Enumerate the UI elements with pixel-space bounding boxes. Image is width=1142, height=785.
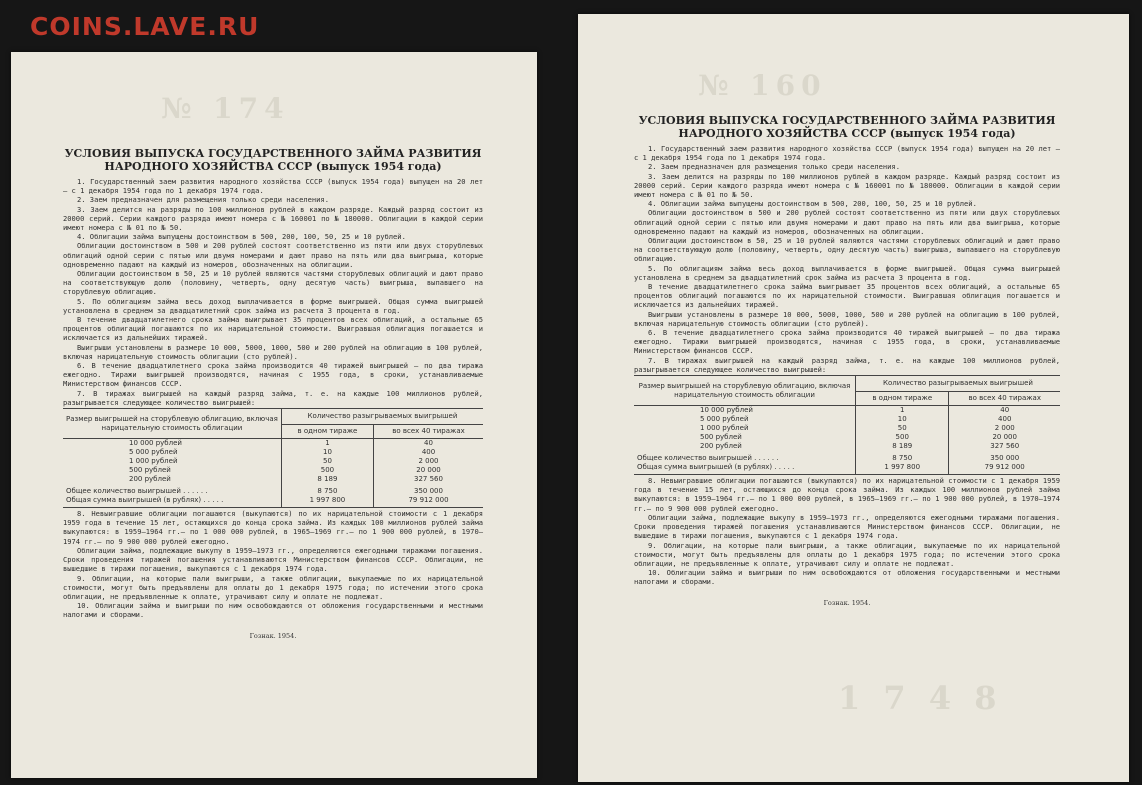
paragraph: 2. Заем предназначен для размещения только среди населения. xyxy=(77,195,329,205)
paragraph: Выигрыши установлены в размере 10 000, 5000, 1000, 500 и 200 рублей на облигацию в 100 рублей, включая нарицательную стоимость облигации (сто рублей). xyxy=(634,309,1060,328)
conditions-block xyxy=(634,114,1060,607)
paragraph: 4. Облигации займа выпущены достоинством в 500, 200, 100, 50, 25 и 10 рублей. xyxy=(77,232,406,242)
prize-table xyxy=(634,375,1060,475)
prize-count-header: Количество разыгрываемых выигрышей xyxy=(856,376,1060,392)
total-sum-row: Общая сумма выигрышей (в рублях) . . . . . 1 997 800 79 912 000 xyxy=(63,496,483,508)
paragraph: Облигации достоинством в 500 и 200 рублей состоят соответственно из пяти или двух сторублевых облигаций одной серии с пятью или двумя номерами и дают право на пять или два выигрыша, которые одновременно падают на каждый из номеров, обозначенных на облигации. xyxy=(634,208,1060,236)
table-row: 1 000 рублей 50 2 000 xyxy=(63,457,483,466)
table-row: 5 000 рублей 10 400 xyxy=(63,448,483,457)
all-draws-header: во всех 40 тиражах xyxy=(374,425,484,439)
paragraph: Облигации достоинством в 50, 25 и 10 рублей являются частями сторублевых облигаций и дают право на соответствующую долю (половину, четверть, одну десятую часть) выигрыша, выпавшего на сторублевую облигацию. xyxy=(63,269,483,297)
paragraph: 6. В течение двадцатилетнего срока займа производится 40 тиражей выигрышей — по два тиража ежегодно. Тиражи выигрышей производятся, начиная с 1955 года, в сроки, устанавливаемые Министерством финансов СССР. xyxy=(634,328,1060,356)
paragraph: В течение двадцатилетнего срока займа выигрывает 35 процентов всех облигаций, а остальные 65 процентов облигаций погашаются по их нарицательной стоимости. Выигравшая облигация погашается и исключается из дальнейших тиражей. xyxy=(634,282,1060,310)
paragraph: 1. Государственный заем развития народного хозяйства СССР (выпуск 1954 года) выпущен на 20 лет — с 1 декабря 1954 года по 1 декабря 1974 года. xyxy=(63,177,483,196)
one-draw-header: в одном тираже xyxy=(281,425,373,439)
bond-reverse-right xyxy=(578,14,1129,782)
paragraph: Облигации займа, подлежащие выкупу в 1959—1973 гг., определяются ежегодными тиражами погашения. Сроки проведения тиражей погашения устанавливаются Министерством финансов СССР. Облигации, не вышедшие в тиражи погашения, выкупаются с 1 декабря 1974 года. xyxy=(63,545,483,574)
paragraph: 5. По облигациям займа весь доход выплачивается в форме выигрышей. Общая сумма выигрышей установлена в среднем за двадцатилетний срок займа из расчета 3 процента в год. xyxy=(634,263,1060,282)
conditions-block xyxy=(63,147,483,640)
paragraph: 7. В тиражах выигрышей на каждый разряд займа, т. е. на каждые 100 миллионов рублей, разыгрывается следующее количество выигрышей: xyxy=(63,388,483,407)
table-row: 500 рублей 500 20 000 xyxy=(634,433,1060,442)
paragraph: 7. В тиражах выигрышей на каждый разряд займа, т. е. на каждые 100 миллионов рублей, разыгрывается следующее количество выигрышей: xyxy=(634,355,1060,374)
bond-reverse-left xyxy=(11,52,537,778)
show-through-number: 1 7 4 8 xyxy=(838,679,1003,717)
site-watermark: COINS.LAVE.RU xyxy=(30,12,260,41)
paragraph: Облигации достоинством в 50, 25 и 10 рублей являются частями сторублевых облигаций и дают право на соответствующую долю (половину, четверть, одну десятую часть) выигрыша, выпавшего на сторублевую облигацию. xyxy=(634,236,1060,264)
document-title: УСЛОВИЯ ВЫПУСКА ГОСУДАРСТВЕННОГО ЗАЙМА РАЗВИТИЯ НАРОДНОГО ХОЗЯЙСТВА СССР (выпуск 1954 года) xyxy=(64,147,482,173)
one-draw-header: в одном тираже xyxy=(856,392,949,406)
paragraph: 8. Невыигравшие облигации погашаются (выкупаются) по их нарицательной стоимости с 1 декабря 1959 года в течение 15 лет, остающихся до конца срока займа. Из каждых 100 миллионов рублей займа выкупаются: в 1959—1964 гг.— по 1 000 000 рублей, в 1965—1969 гг.— по 1 900 000 рублей, в 1970—1974 гг.— по 9 900 000 рублей ежегодно. xyxy=(63,509,483,546)
paragraph: 10. Облигации займа и выигрыши по ним освобождаются от обложения государственными и местными налогами и сборами. xyxy=(634,568,1060,587)
paragraph: 8. Невыигравшие облигации погашаются (выкупаются) по их нарицательной стоимости с 1 декабря 1959 года в течение 15 лет, остающихся до конца срока займа. Из каждых 100 миллионов рублей займа выкупаются: в 1959—1964 гг.— по 1 000 000 рублей, в 1965—1969 гг.— по 1 900 000 рублей, в 1970—1974 гг.— по 9 900 000 рублей ежегодно. xyxy=(634,476,1060,513)
paragraph: 3. Заем делится на разряды по 100 миллионов рублей в каждом разряде. Каждый разряд состоит из 20000 серий. Серии каждого разряда имеют номера с № 160001 по № 180000. Облигации в каждой серии имеют номера с № 01 по № 50. xyxy=(634,171,1060,200)
prize-table xyxy=(63,408,483,508)
prize-size-header: Размер выигрышей на сторублевую облигацию, включая нарицательную стоимость облигации xyxy=(634,376,856,406)
table-row: 500 рублей 500 20 000 xyxy=(63,466,483,475)
table-row: 200 рублей 8 189 327 560 xyxy=(634,442,1060,451)
paragraph: 1. Государственный заем развития народного хозяйства СССР (выпуск 1954 года) выпущен на 20 лет — с 1 декабря 1954 года по 1 декабря 1974 года. xyxy=(634,144,1060,163)
table-row: 5 000 рублей 10 400 xyxy=(634,415,1060,424)
table-row: 1 000 рублей 50 2 000 xyxy=(634,424,1060,433)
total-count-row: Общее количество выигрышей . . . . . . 8 750 350 000 xyxy=(634,451,1060,463)
table-row: 10 000 рублей 1 40 xyxy=(634,406,1060,416)
paragraph: 6. В течение двадцатилетнего срока займа производится 40 тиражей выигрышей — по два тиража ежегодно. Тиражи выигрышей производятся, начиная с 1955 года, в сроки, устанавливаемые Министерством финансов СССР. xyxy=(63,361,483,389)
paragraph: Облигации достоинством в 500 и 200 рублей состоят соответственно из пяти или двух сторублевых облигаций одной серии с пятью или двумя номерами и дают право на пять или два выигрыша, которые одновременно падают на каждый из номеров, обозначенных на облигации. xyxy=(63,241,483,269)
paragraph: 3. Заем делится на разряды по 100 миллионов рублей в каждом разряде. Каждый разряд состоит из 20000 серий. Серии каждого разряда имеют номера с № 160001 по № 180000. Облигации в каждой серии имеют номера с № 01 по № 50. xyxy=(63,204,483,233)
table-row: 10 000 рублей 1 40 xyxy=(63,439,483,449)
prize-count-header: Количество разыгрываемых выигрышей xyxy=(281,409,483,425)
document-title: УСЛОВИЯ ВЫПУСКА ГОСУДАРСТВЕННОГО ЗАЙМА РАЗВИТИЯ НАРОДНОГО ХОЗЯЙСТВА СССР (выпуск 1954 года) xyxy=(638,114,1056,140)
paragraph: 2. Заем предназначен для размещения только среди населения. xyxy=(648,162,900,172)
show-through-number: № 160 xyxy=(698,69,827,102)
show-through-number: № 174 xyxy=(161,92,290,125)
paragraph: 10. Облигации займа и выигрыши по ним освобождаются от обложения государственными и местными налогами и сборами. xyxy=(63,601,483,620)
paragraph: 9. Облигации, на которые пали выигрыши, а также облигации, выкупаемые по их нарицательной стоимости, могут быть предъявлены для оплаты до 1 декабря 1975 года; по истечении этого срока облигации, не предъявленные к оплате, утрачивают силу и оплате не подлежат. xyxy=(63,573,483,601)
paragraph: Выигрыши установлены в размере 10 000, 5000, 1000, 500 и 200 рублей на облигацию в 100 рублей, включая нарицательную стоимость облигации (сто рублей). xyxy=(63,342,483,361)
all-draws-header: во всех 40 тиражах xyxy=(949,392,1060,406)
document-body xyxy=(63,177,483,620)
prize-size-header: Размер выигрышей на сторублевую облигацию, включая нарицательную стоимость облигации xyxy=(63,409,281,439)
printer-imprint: Гознак. 1954. xyxy=(249,631,297,640)
table-row: 200 рублей 8 189 327 560 xyxy=(63,475,483,484)
total-sum-row: Общая сумма выигрышей (в рублях) . . . . . 1 997 800 79 912 000 xyxy=(634,463,1060,475)
paragraph: 4. Облигации займа выпущены достоинством в 500, 200, 100, 50, 25 и 10 рублей. xyxy=(648,199,977,209)
total-count-row: Общее количество выигрышей . . . . . . 8 750 350 000 xyxy=(63,484,483,496)
paragraph: Облигации займа, подлежащие выкупу в 1959—1973 гг., определяются ежегодными тиражами погашения. Сроки проведения тиражей погашения устанавливаются Министерством финансов СССР. Облигации, не вышедшие в тиражи погашения, выкупаются с 1 декабря 1974 года. xyxy=(634,512,1060,541)
paragraph: 5. По облигациям займа весь доход выплачивается в форме выигрышей. Общая сумма выигрышей установлена в среднем за двадцатилетний срок займа из расчета 3 процента в год. xyxy=(63,296,483,315)
paragraph: В течение двадцатилетнего срока займа выигрывает 35 процентов всех облигаций, а остальные 65 процентов облигаций погашаются по их нарицательной стоимости. Выигравшая облигация погашается и исключается из дальнейших тиражей. xyxy=(63,315,483,343)
printer-imprint: Гознак. 1954. xyxy=(823,598,871,607)
paragraph: 9. Облигации, на которые пали выигрыши, а также облигации, выкупаемые по их нарицательной стоимости, могут быть предъявлены для оплаты до 1 декабря 1975 года; по истечении этого срока облигации, не предъявленные к оплате, утрачивают силу и оплате не подлежат. xyxy=(634,540,1060,568)
document-body xyxy=(634,144,1060,587)
